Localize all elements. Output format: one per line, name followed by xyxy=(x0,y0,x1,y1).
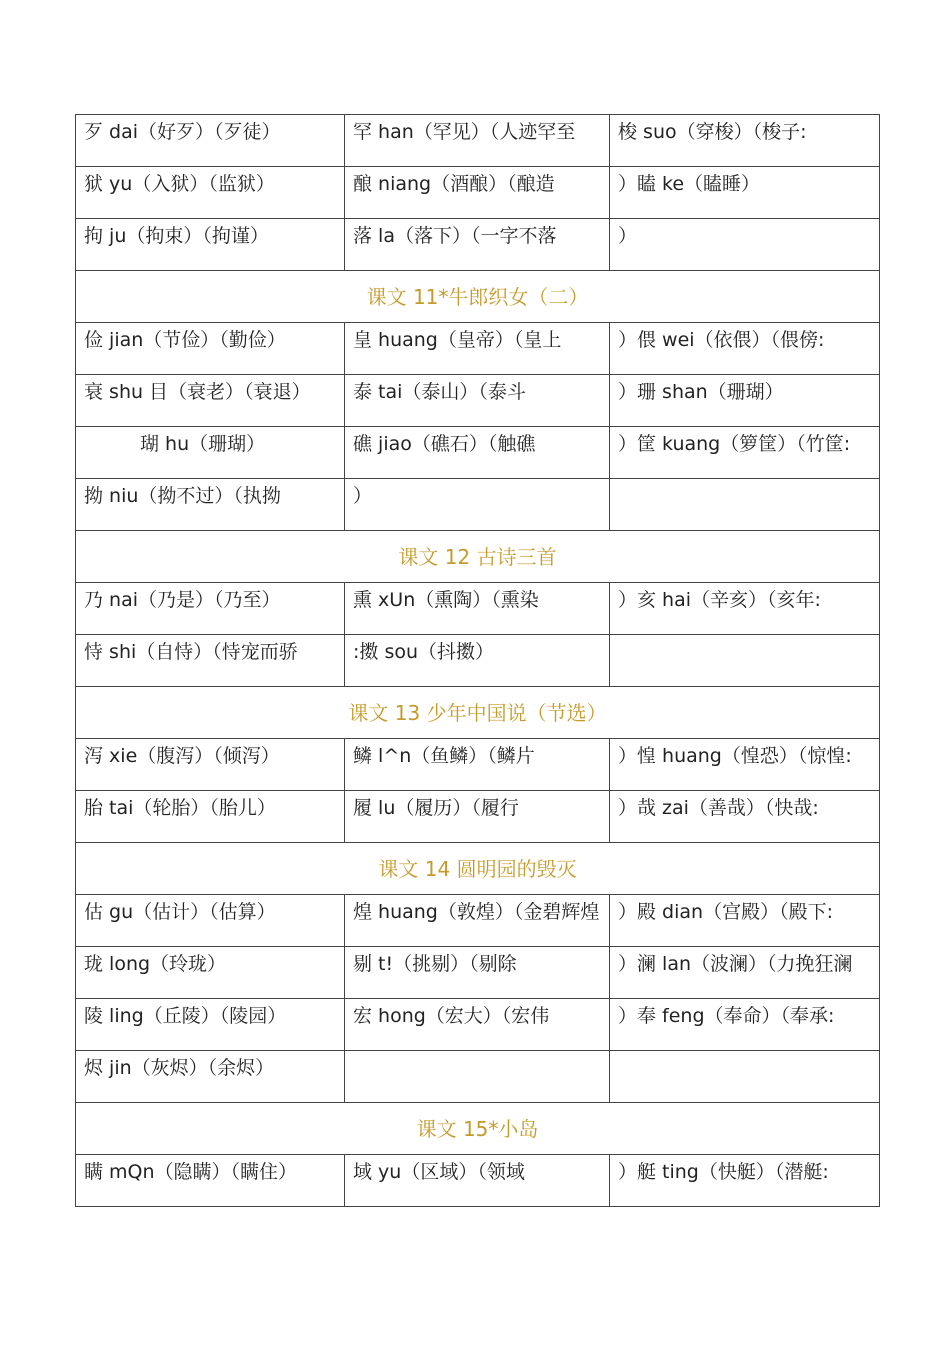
vocab-cell xyxy=(610,427,880,479)
vocab-entry: 皇 huang（皇帝）（皇上 xyxy=(353,329,562,351)
vocabulary-sheet xyxy=(75,114,876,1207)
vocab-entry: 鳞 l^n（鱼鳞）（鳞片 xyxy=(353,745,535,767)
vocab-cell xyxy=(76,583,345,635)
vocab-entry: 珑 long（玲珑） xyxy=(84,953,227,975)
vocab-entry: ） xyxy=(618,225,638,247)
table-row xyxy=(76,427,880,479)
vocab-entry: 宏 hong（宏大）（宏伟 xyxy=(353,1005,550,1027)
table-row xyxy=(76,375,880,427)
vocab-entry: ）哉 zai（善哉）（快哉: xyxy=(618,797,819,819)
vocab-cell xyxy=(76,947,345,999)
vocab-entry: ）珊 shan（珊瑚） xyxy=(618,381,784,403)
vocab-entry: 梭 suo（穿梭）（梭子: xyxy=(618,121,807,143)
vocab-entry: ）惶 huang（惶恐）（惊惶: xyxy=(618,745,852,767)
vocab-entry: ）筐 kuang（箩筐）（竹筐: xyxy=(618,433,851,455)
vocabulary-table xyxy=(75,114,880,1207)
table-row xyxy=(76,999,880,1051)
vocab-entry: 乃 nai（乃是）（乃至） xyxy=(84,589,281,611)
vocab-cell xyxy=(610,375,880,427)
vocab-cell xyxy=(76,791,345,843)
vocab-entry: 泻 xie（腹泻）（倾泻） xyxy=(84,745,280,767)
vocab-cell xyxy=(345,1155,610,1207)
vocab-entry xyxy=(610,635,879,639)
vocab-cell xyxy=(345,115,610,167)
vocab-cell xyxy=(76,895,345,947)
vocab-cell xyxy=(610,583,880,635)
vocab-entry: :擞 sou（抖擞） xyxy=(353,641,495,663)
vocab-cell xyxy=(76,479,345,531)
vocab-entry: 落 la（落下）（一字不落 xyxy=(353,225,557,247)
lesson-header-row xyxy=(76,531,880,583)
table-row xyxy=(76,115,880,167)
vocab-entry: 域 yu（区域）（领域 xyxy=(353,1161,525,1183)
vocab-entry: 履 lu（履历）（履行 xyxy=(353,797,519,819)
vocab-entry xyxy=(610,479,879,483)
vocab-cell xyxy=(345,635,610,687)
vocab-entry xyxy=(610,1051,879,1055)
vocab-cell xyxy=(610,791,880,843)
vocab-cell xyxy=(76,1051,345,1103)
lesson-title: 课文 15*小岛 xyxy=(76,1103,880,1155)
vocab-cell xyxy=(345,583,610,635)
vocab-entry: 罕 han（罕见）（人迹罕至 xyxy=(353,121,576,143)
table-row xyxy=(76,947,880,999)
vocab-entry: 酿 niang（酒酿）（酿造 xyxy=(353,173,555,195)
vocabulary-table-body xyxy=(76,115,880,1207)
vocab-cell xyxy=(345,323,610,375)
lesson-title: 课文 11*牛郎织女（二） xyxy=(76,271,880,323)
table-row xyxy=(76,791,880,843)
table-row xyxy=(76,323,880,375)
vocab-cell xyxy=(345,895,610,947)
vocab-cell xyxy=(76,375,345,427)
vocab-cell xyxy=(76,1155,345,1207)
vocab-entry: ）瞌 ke（瞌睡） xyxy=(618,173,761,195)
lesson-title: 课文 12 古诗三首 xyxy=(76,531,880,583)
vocab-entry: 狱 yu（入狱）（监狱） xyxy=(84,173,275,195)
vocab-entry: 剔 t!（挑剔）（剔除 xyxy=(353,953,517,975)
vocab-entry: 煌 huang（敦煌）（金碧辉煌 xyxy=(353,901,600,923)
lesson-title: 课文 14 圆明园的毁灭 xyxy=(76,843,880,895)
vocab-cell xyxy=(610,167,880,219)
vocab-cell xyxy=(76,167,345,219)
vocab-cell xyxy=(610,115,880,167)
vocab-cell xyxy=(610,323,880,375)
vocab-cell xyxy=(610,635,880,687)
vocab-cell xyxy=(345,219,610,271)
vocab-cell xyxy=(76,999,345,1051)
table-row xyxy=(76,895,880,947)
vocab-entry: 礁 jiao（礁石）（触礁 xyxy=(353,433,536,455)
vocab-cell xyxy=(610,479,880,531)
vocab-cell xyxy=(76,323,345,375)
vocab-entry: ）奉 feng（奉命）（奉承: xyxy=(618,1005,835,1027)
vocab-entry: 俭 jian（节俭）（勤俭） xyxy=(84,329,286,351)
vocab-cell xyxy=(76,427,345,479)
lesson-header-row xyxy=(76,687,880,739)
vocab-cell xyxy=(76,635,345,687)
vocab-entry: 衰 shu 目（衰老）（衰退） xyxy=(84,381,311,403)
vocab-cell xyxy=(345,999,610,1051)
table-row xyxy=(76,219,880,271)
vocab-cell xyxy=(610,1155,880,1207)
vocab-cell xyxy=(610,999,880,1051)
vocab-entry: 瞒 mQn（隐瞒）（瞒住） xyxy=(84,1161,298,1183)
vocab-entry: ）艇 ting（快艇）（潜艇: xyxy=(618,1161,829,1183)
vocab-cell xyxy=(345,427,610,479)
vocab-entry: 烬 jin（灰烬）（余烬） xyxy=(84,1057,275,1079)
lesson-header-row xyxy=(76,843,880,895)
table-row xyxy=(76,739,880,791)
vocab-cell xyxy=(345,479,610,531)
table-row xyxy=(76,479,880,531)
vocab-entry: 泰 tai（泰山）（泰斗 xyxy=(353,381,526,403)
vocab-cell xyxy=(345,1051,610,1103)
table-row xyxy=(76,583,880,635)
vocab-cell xyxy=(610,219,880,271)
vocab-entry: 估 gu（估计）（估算） xyxy=(84,901,276,923)
vocab-cell xyxy=(345,739,610,791)
vocab-entry: 瑚 hu（珊瑚） xyxy=(140,433,266,455)
vocab-cell xyxy=(76,739,345,791)
vocab-entry: 熏 xUn（熏陶）（熏染 xyxy=(353,589,539,611)
vocab-cell xyxy=(345,947,610,999)
lesson-title: 课文 13 少年中国说（节选） xyxy=(76,687,880,739)
table-row xyxy=(76,1051,880,1103)
table-row xyxy=(76,635,880,687)
vocab-entry: ）亥 hai（辛亥）（亥年: xyxy=(618,589,821,611)
vocab-entry xyxy=(345,1051,609,1055)
vocab-cell xyxy=(610,947,880,999)
vocab-entry: 陵 ling（丘陵）（陵园） xyxy=(84,1005,287,1027)
vocab-entry: 胎 tai（轮胎）（胎儿） xyxy=(84,797,276,819)
vocab-cell xyxy=(345,791,610,843)
vocab-entry: ） xyxy=(353,485,373,507)
vocab-cell xyxy=(610,895,880,947)
table-row xyxy=(76,167,880,219)
lesson-header-row xyxy=(76,1103,880,1155)
vocab-entry: ）澜 lan（波澜）（力挽狂澜 xyxy=(618,953,853,975)
vocab-cell xyxy=(76,115,345,167)
vocab-cell xyxy=(345,167,610,219)
vocab-cell xyxy=(345,375,610,427)
vocab-cell xyxy=(76,219,345,271)
vocab-cell xyxy=(610,739,880,791)
vocab-entry: 拗 niu（拗不过）（执拗 xyxy=(84,485,281,507)
vocab-entry: 歹 dai（好歹）（歹徒） xyxy=(84,121,281,143)
lesson-header-row xyxy=(76,271,880,323)
vocab-entry: ）殿 dian（宫殿）（殿下: xyxy=(618,901,833,923)
vocab-cell xyxy=(610,1051,880,1103)
vocab-entry: 恃 shi（自恃）（恃宠而骄 xyxy=(84,641,298,663)
vocab-entry: 拘 ju（拘束）（拘谨） xyxy=(84,225,269,247)
table-row xyxy=(76,1155,880,1207)
vocab-entry: ）偎 wei（依偎）（偎傍: xyxy=(618,329,825,351)
